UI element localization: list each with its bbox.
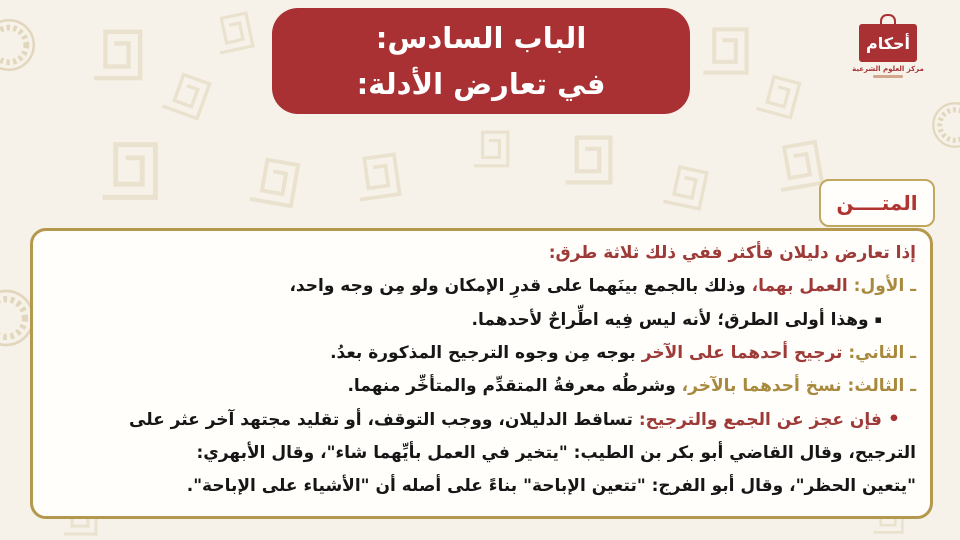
text-segment: الترجيح، وقال القاضي أبو بكر بن الطيب: "يتخير في العمل بأيِّهما شاء"، وقال الأبهري: <box>196 443 916 463</box>
kufic-pattern-decoration <box>560 132 616 188</box>
text-segment: إذا تعارض دليلان فأكثر ففي ذلك ثلاثة طرق: <box>548 243 916 263</box>
kufic-pattern-decoration <box>208 8 258 58</box>
kufic-pattern-decoration <box>244 152 304 212</box>
matn-line-third-method <box>47 370 916 403</box>
dot-bullet-icon: • <box>887 408 900 430</box>
matn-line-first-note <box>47 303 916 337</box>
kufic-pattern-decoration <box>88 26 146 84</box>
matn-line-second-method <box>47 337 916 370</box>
matn-label: المتــــن <box>836 191 918 215</box>
kufic-pattern-decoration <box>157 66 216 125</box>
matn-line-fallback-1 <box>47 403 916 437</box>
text-segment: تساقط الدليلان، ووجب التوقف، أو تقليد مجتهد آخر عثر على <box>129 410 633 430</box>
text-segment: وهذا أولى الطرق؛ لأنه ليس فِيه اطِّراحٌ لأحدهما. <box>471 310 875 330</box>
text-segment: نسخ أحدهما بالآخر، <box>675 376 842 396</box>
matn-line-fallback-2 <box>47 437 916 470</box>
text-segment: ـ الأول: <box>847 276 916 296</box>
logo-caption: مركز العلوم الشرعية <box>852 65 924 73</box>
square-bullet-icon: ▪ <box>874 313 882 326</box>
kufic-pattern-decoration <box>470 128 512 170</box>
kufic-pattern-decoration <box>698 24 752 78</box>
text-segment: "يتعين الحظر"، وقال أبو الفرج: "تتعين الإباحة" بناءً على أصله أن "الأشياء على الإباحة". <box>186 476 916 496</box>
text-segment: وذلك بالجمع بينَهما على قدرِ الإمكان ولو مِن وجه واحد، <box>289 276 746 296</box>
ring-pattern-decoration <box>926 96 960 154</box>
matn-line-first-method <box>47 270 916 303</box>
kufic-pattern-decoration <box>658 160 713 215</box>
kufic-pattern-decoration <box>751 69 805 123</box>
dome-icon <box>880 14 896 24</box>
chapter-title-banner <box>272 8 690 114</box>
matn-line-intro <box>47 237 916 270</box>
ahkam-logo <box>846 14 930 78</box>
text-segment: ترجيح أحدهما على الآخر <box>635 343 843 363</box>
text-segment: فإن عجز عن الجمع والترجيح: <box>632 410 888 430</box>
ring-pattern-decoration <box>0 12 42 78</box>
text-segment: العمل بهما، <box>745 276 848 296</box>
chapter-title-line1: الباب السادس: <box>375 21 587 55</box>
text-segment: وشرطُه معرفةُ المتقدِّم والمتأخِّر منهما. <box>347 376 676 396</box>
chapter-title-line2: في تعارض الأدلة: <box>356 67 606 101</box>
kufic-pattern-decoration <box>96 138 162 204</box>
kufic-pattern-decoration <box>349 149 405 205</box>
matn-line-fallback-3 <box>47 470 916 503</box>
matn-text-box <box>30 228 933 519</box>
text-segment: ـ الثاني: <box>842 343 916 363</box>
text-segment: ـ الثالث: <box>841 376 916 396</box>
text-segment: بوجه مِن وجوه الترجيح المذكورة بعدُ. <box>330 343 636 363</box>
logo-wordmark: أحكام <box>859 24 917 62</box>
logo-tagline-bar <box>873 75 903 78</box>
matn-label-tab <box>819 179 935 227</box>
